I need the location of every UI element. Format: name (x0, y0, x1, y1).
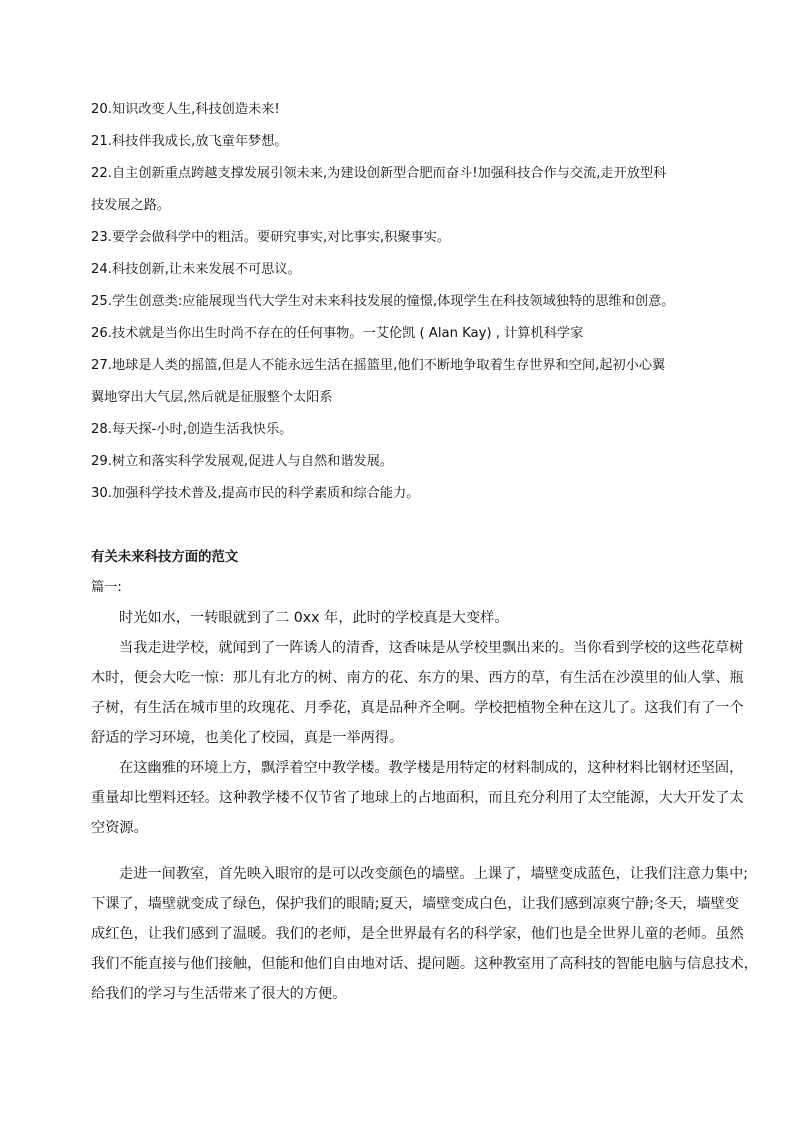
essay-paragraph-line: 舒适的学习环境，也美化了校园，真是一举两得。 (91, 730, 404, 746)
list-item: 25.学生创意类:应能展现当代大学生对未来科技发展的憧憬,体现学生在科技领域独特的思维和创意。 (91, 294, 675, 309)
list-item: 27.地球是人类的摇篮,但是人不能永远生活在摇篮里,他们不断地争取着生存世界和空间,起初小心翼 (91, 358, 666, 373)
list-item: 23.要学会做科学中的粗活。要研究事实,对比事实,积聚事实。 (91, 230, 451, 245)
essay-paragraph-line: 下课了，墙壁就变成了绿色，保护我们的眼睛;夏天，墙壁变成白色，让我们感到凉爽宁静;冬天，墙壁变 (91, 896, 740, 912)
list-item: 20.知识改变人生,科技创造未来! (91, 102, 280, 117)
essay-paragraph-line: 成红色，让我们感到了温暖。我们的老师，是全世界最有名的科学家，他们也是全世界儿童的老师。虽然 (91, 926, 744, 942)
essay-paragraph-line: 木时，便会大吃一惊：那儿有北方的树、南方的花、东方的果、西方的草，有生活在沙漠里的仙人掌、瓶 (91, 670, 744, 686)
essay-paragraph-line: 时光如水，一转眼就到了二 0xx 年，此时的学校真是大变样。 (119, 610, 509, 626)
essay-paragraph-line: 重量却比塑料还轻。这种教学楼不仅节省了地球上的占地面积，而且充分利用了太空能源，大大开发了太 (91, 790, 744, 806)
list-item: 30.加强科学技术普及,提高市民的科学素质和综合能力。 (91, 486, 420, 501)
essay-paragraph-line: 空资源。 (91, 820, 148, 836)
list-item: 翼地穿出大气层,然后就是征服整个太阳系 (91, 390, 333, 405)
list-item: 21.科技伴我成长,放飞童年梦想。 (91, 134, 288, 149)
list-item: 技发展之路。 (91, 198, 171, 213)
essay-paragraph-line: 我们不能直接与他们接触，但能和他们自由地对话、提问题。这种教室用了高科技的智能电脑与信息技术， (91, 956, 758, 972)
essay-heading: 有关未来科技方面的范文 (91, 550, 239, 565)
list-item: 24.科技创新,让未来发展不可思议。 (91, 262, 301, 277)
essay-paragraph-line: 给我们的学习与生活带来了很大的方便。 (91, 986, 347, 1002)
list-item: 29.树立和落实科学发展观,促进人与自然和谐发展。 (91, 454, 394, 469)
list-item: 28.每天探-小时,创造生活我快乐。 (91, 422, 293, 437)
essay-paragraph-line: 走进一间教室，首先映入眼帘的是可以改变颜色的墙壁。上课了，墙壁变成蓝色，让我们注意力集中; (119, 866, 749, 882)
essay-part-label: 篇一: (91, 580, 122, 595)
list-item: 26.技术就是当你出生时尚不存在的任何事物。一艾伦凯 ( Alan Kay) , 计算机科学家 (91, 326, 584, 341)
essay-paragraph-line: 在这幽雅的环境上方，飘浮着空中教学楼。教学楼是用特定的材料制成的，这种材料比钢材还坚固， (119, 760, 744, 776)
essay-paragraph-line: 子树，有生活在城市里的玫瑰花、月季花，真是品种齐全啊。学校把植物全种在这儿了。这我们有了一个 (91, 700, 744, 716)
list-item: 22.自主创新重点跨越支撑发展引领未来,为建设创新型合肥而奋斗!加强科技合作与交流,走开放型科 (91, 166, 667, 181)
essay-paragraph-line: 当我走进学校，就闻到了一阵诱人的清香，这香味是从学校里飘出来的。当你看到学校的这些花草树 (119, 640, 744, 656)
